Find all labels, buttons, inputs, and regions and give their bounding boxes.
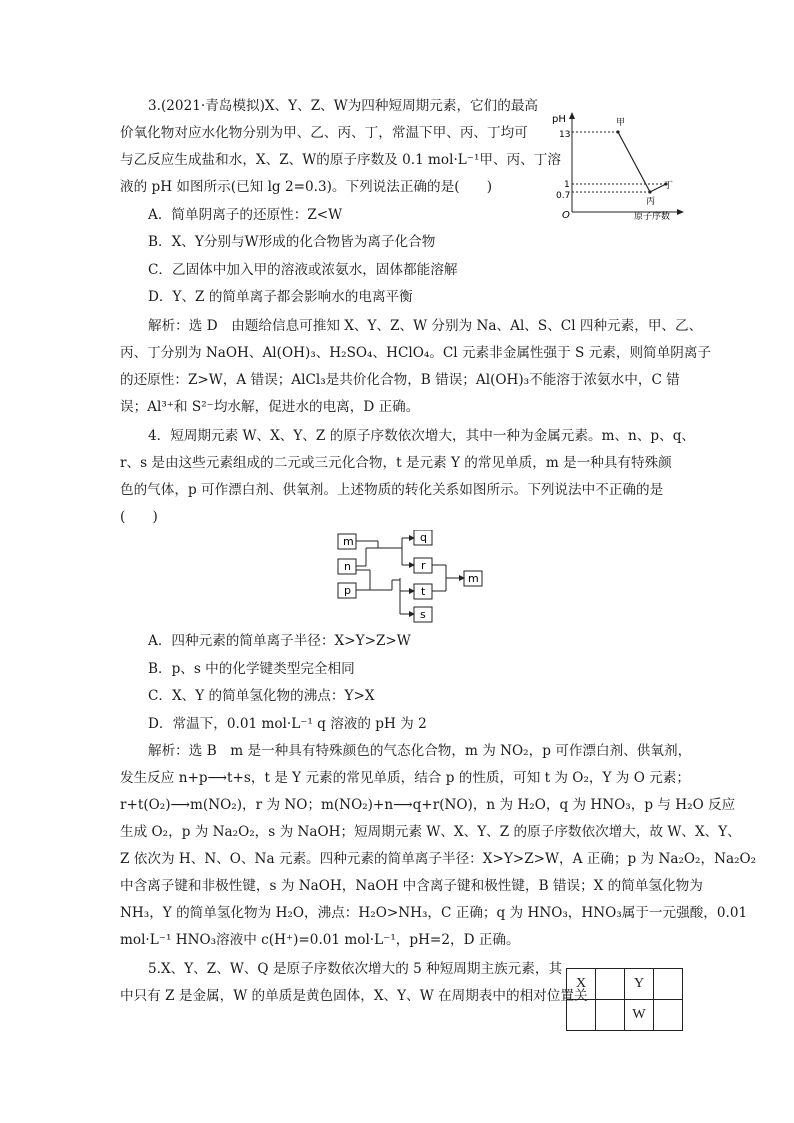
q4-analysis-1: 解析：选 B m 是一种具有特殊颜色的气态化合物，m 为 NO₂，p 可作漂白剂、供氧剂， (148, 743, 692, 759)
node-r-label: r (421, 559, 426, 572)
y-axis-arrow (569, 112, 575, 119)
point-label-ding: 丁 (664, 181, 674, 191)
q4-analysis-3: r+t(O₂)⟶m(NO₂)，r 为 NO；m(NO₂)+n⟶q+r(NO)，n 为 H₂O，q 为 HNO₃，p 与 H₂O 反应 (120, 797, 736, 813)
node-m-left-label: m (343, 535, 354, 548)
table-cell (654, 969, 683, 1000)
node-q-label: q (420, 531, 427, 544)
q4-line-1: 4．短周期元素 W、X、Y、Z 的原子序数依次增大，其中一种为金属元素。m、n、p、q、 (148, 428, 695, 444)
x-axis-label: 原子序数 (634, 212, 671, 220)
q4-line-2: r、s 是由这些元素组成的二元或三元化合物，t 是元素 Y 的常见单质，m 是一种具有特殊颜 (120, 455, 672, 471)
table-cell: W (625, 1000, 654, 1031)
q4-option-a: A．四种元素的简单离子半径：X>Y>Z>W (148, 633, 411, 649)
q3-analysis-2: 丙、丁分别为 NaOH、Al(OH)₃、H₂SO₄、HClO₄。Cl 元素非金属性强于 S 元素，则简单阴离子 (120, 345, 712, 361)
table-row (567, 1000, 683, 1031)
q4-option-d: D．常温下，0.01 mol·L⁻¹ q 溶液的 pH 为 2 (148, 716, 427, 732)
table-cell (567, 1000, 596, 1031)
q4-option-c: C．X、Y 的简单氢化物的沸点：Y>X (148, 688, 375, 704)
point-label-jia: 甲 (616, 118, 626, 128)
table-cell: X (567, 969, 596, 1000)
q3-option-b: B．X、Y分别与W形成的化合物皆为离子化合物 (148, 234, 436, 250)
tick-label-1: 1 (564, 180, 570, 190)
q3-option-c: C．乙固体中加入甲的溶液或浓氨水，固体都能溶解 (148, 262, 458, 278)
q4-analysis-5: Z 依次为 H、N、O、Na 元素。四种元素的简单离子半径：X>Y>Z>W，A 正确；p 为 Na₂O₂，Na₂O₂ (120, 851, 757, 867)
q3-analysis-1: 解析：选 D 由题给信息可推知 X、Y、Z、W 分别为 Na、Al、S、Cl 四种元素，甲、乙、 (148, 318, 703, 334)
data-point-甲 (616, 130, 619, 133)
table-cell (654, 1000, 683, 1031)
node-s-label: s (420, 608, 426, 621)
q3-line-3: 与乙反应生成盐和水，X、Z、W的原子序数及 0.1 mol·L⁻¹甲、丙、丁溶 (120, 152, 561, 168)
node-n-label: n (344, 560, 351, 573)
periodic-position-table (566, 968, 683, 1031)
q4-analysis-8: mol·L⁻¹ HNO₃溶液中 c(H⁺)=0.01 mol·L⁻¹，pH=2，D 正确。 (120, 932, 520, 948)
series-line (618, 132, 666, 192)
table-row (567, 969, 683, 1000)
q4-line-3: 色的气体，p 可作漂白剂、供氧剂。上述物质的转化关系如图所示。下列说法中不正确的是 (120, 482, 664, 498)
transformation-diagram (336, 530, 486, 626)
chart-marks (572, 130, 668, 193)
ph-chart (548, 108, 688, 220)
q4-line-4: ( ) (120, 509, 158, 525)
tick-label-13: 13 (559, 130, 571, 140)
q3-option-d: D．Y、Z 的简单离子都会影响水的电离平衡 (148, 289, 413, 305)
q5-line-2: 中只有 Z 是金属，W 的单质是黄色固体，X、Y、W 在周期表中的相对位置关 (120, 988, 588, 1004)
q4-analysis-2: 发生反应 n+p⟶t+s，t 是 Y 元素的常见单质，结合 p 的性质，可知 t 为 O₂，Y 为 O 元素； (120, 770, 690, 786)
table-cell: Y (625, 969, 654, 1000)
q4-analysis-4: 生成 O₂，p 为 Na₂O₂，s 为 NaOH；短周期元素 W、X、Y、Z 的原子序数依次增大，故 W、X、Y、 (120, 824, 741, 840)
node-m-right-label: m (468, 572, 479, 585)
point-label-bing: 丙 (646, 197, 656, 207)
node-p-label: p (344, 584, 351, 597)
table-cell (596, 969, 625, 1000)
q4-option-b: B．p、s 中的化学键类型完全相同 (148, 661, 355, 677)
q3-analysis-4: 误；Al³⁺和 S²⁻均水解，促进水的电离，D 正确。 (120, 399, 420, 415)
node-t-label: t (421, 585, 426, 598)
x-axis-arrow (677, 209, 684, 215)
table-cell (596, 1000, 625, 1031)
origin-label: O (562, 210, 570, 220)
q3-analysis-3: 的还原性：Z>W，A 错误；AlCl₃是共价化合物，B 错误；Al(OH)₃不能溶于浓氨水中，C 错 (120, 372, 680, 388)
q3-line-2: 价氧化物对应水化物分别为甲、乙、丙、丁，常温下甲、丙、丁均可 (120, 125, 528, 141)
q3-line-4: 液的 pH 如图所示(已知 lg 2=0.3)。下列说法正确的是( ) (120, 179, 493, 195)
tick-label-0.7: 0.7 (556, 191, 571, 201)
data-point-丙 (648, 190, 651, 193)
q5-line-1: 5.X、Y、Z、W、Q 是原子序数依次增大的 5 种短周期主族元素，其 (148, 961, 563, 977)
q4-analysis-7: NH₃，Y 的简单氢化物为 H₂O，沸点：H₂O>NH₃，C 正确；q 为 HNO₃，HNO₃属于一元强酸，0.01 (120, 905, 748, 921)
y-axis-label: pH (552, 114, 566, 125)
connector-lines (356, 538, 464, 614)
q4-analysis-6: 中含离子键和非极性键，s 为 NaOH，NaOH 中含离子键和极性键，B 错误；X 的简单氢化物为 (120, 878, 703, 894)
q3-option-a: A．简单阴离子的还原性：Z<W (148, 207, 343, 223)
q3-line-1: 3.(2021·青岛模拟)X、Y、Z、W为四种短周期元素，它们的最高 (148, 98, 539, 114)
